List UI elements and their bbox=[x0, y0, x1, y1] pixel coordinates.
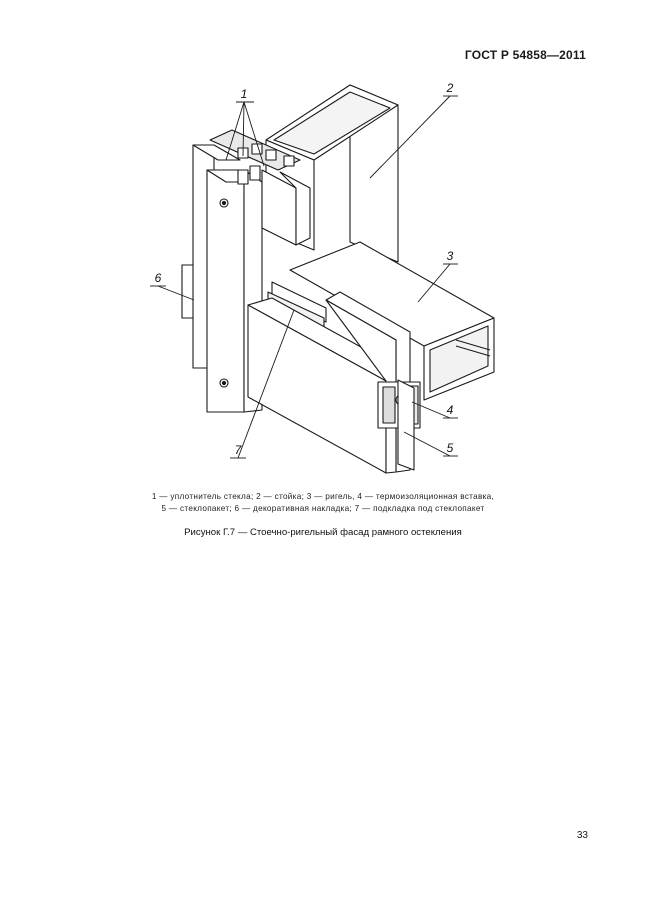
page-number: 33 bbox=[576, 830, 588, 841]
document-header: ГОСТ Р 54858—2011 bbox=[464, 48, 586, 62]
callout-7: 7 bbox=[234, 443, 242, 457]
callout-5: 5 bbox=[446, 441, 454, 455]
callout-6: 6 bbox=[154, 271, 162, 285]
figure-caption: Рисунок Г.7 — Стоечно-ригельный фасад рамного остекления bbox=[184, 527, 462, 538]
legend-line-2: 5 — стеклопакет; 6 — декоративная накладка; 7 — подкладка под стеклопакет bbox=[161, 504, 485, 513]
callout-2: 2 bbox=[446, 81, 454, 95]
callout-1: 1 bbox=[240, 87, 248, 101]
figure-legend bbox=[80, 491, 566, 515]
callout-4: 4 bbox=[446, 403, 454, 417]
callout-3: 3 bbox=[446, 249, 454, 263]
legend-line-1: 1 — уплотнитель стекла; 2 — стойка; 3 — ригель, 4 — термоизоляционная вставка, bbox=[151, 492, 495, 501]
